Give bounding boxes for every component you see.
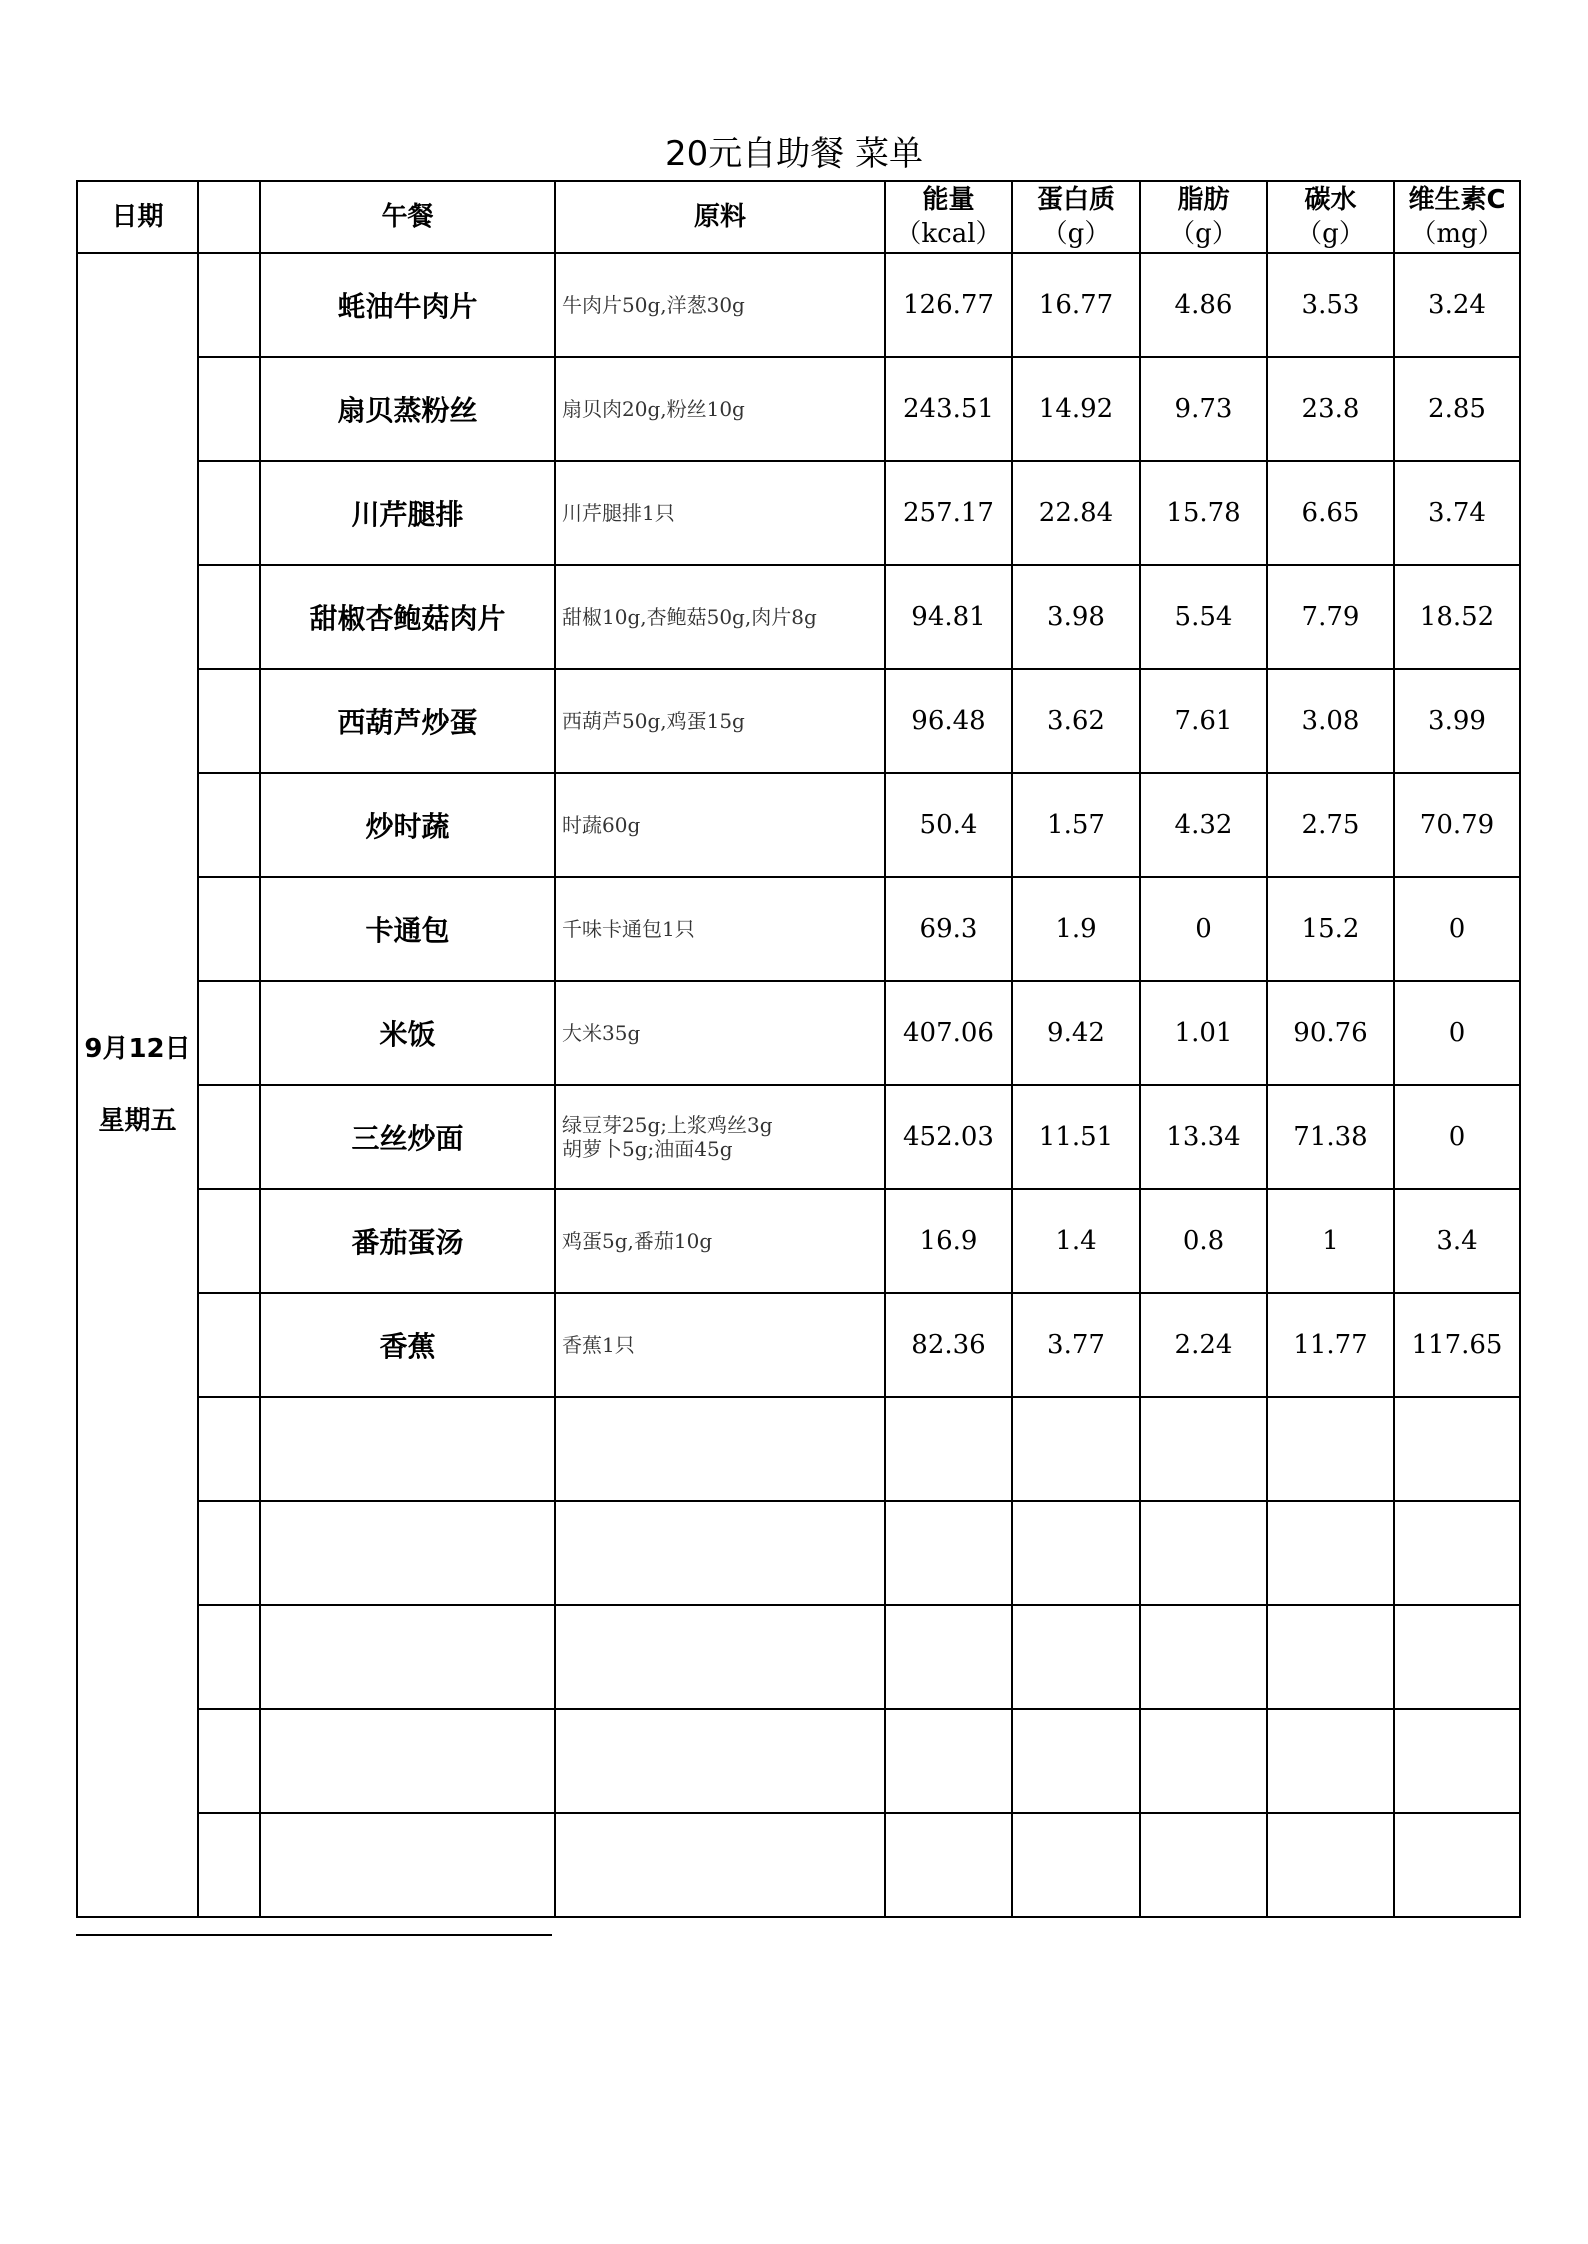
protein-cell: 11.51 [1012,1085,1140,1189]
vitc-cell [1394,1397,1520,1501]
blank-cell [198,357,260,461]
protein-cell: 1.4 [1012,1189,1140,1293]
protein-cell [1012,1709,1140,1813]
dish-cell [260,1397,555,1501]
energy-cell: 82.36 [885,1293,1012,1397]
header-row [77,181,1520,253]
carb-cell: 3.08 [1267,669,1394,773]
fat-cell [1140,1605,1267,1709]
vitc-cell: 3.24 [1394,253,1520,357]
vitc-cell: 70.79 [1394,773,1520,877]
vitc-cell [1394,1709,1520,1813]
ingredients-cell: 川芹腿排1只 [555,461,885,565]
page-title: 20元自助餐 菜单 [664,134,924,174]
date-day: 9月12日 [84,1034,191,1064]
vitc-cell: 0 [1394,1085,1520,1189]
header-vitc-unit: （mg） [1410,219,1504,249]
header-vitc-label: 维生素C [1408,185,1506,215]
energy-cell: 452.03 [885,1085,1012,1189]
protein-cell: 3.62 [1012,669,1140,773]
table-row [77,357,1520,461]
table-row [77,1605,1520,1709]
protein-cell: 3.77 [1012,1293,1140,1397]
energy-cell: 96.48 [885,669,1012,773]
header-protein-label: 蛋白质 [1036,185,1115,215]
energy-cell [885,1397,1012,1501]
carb-cell: 6.65 [1267,461,1394,565]
vitc-cell: 0 [1394,981,1520,1085]
blank-cell [198,1085,260,1189]
header-energy-unit: （kcal） [895,219,1002,249]
ingredients-cell: 牛肉片50g,洋葱30g [555,253,885,357]
energy-cell: 243.51 [885,357,1012,461]
protein-cell: 1.57 [1012,773,1140,877]
fat-cell: 15.78 [1140,461,1267,565]
carb-cell: 23.8 [1267,357,1394,461]
header-carb-label: 碳水 [1304,185,1357,215]
carb-cell [1267,1397,1394,1501]
fat-cell: 7.61 [1140,669,1267,773]
header-fat-label: 脂肪 [1177,185,1230,215]
table-row [77,253,1520,357]
dish-cell: 西葫芦炒蛋 [260,669,555,773]
header-energy [885,181,1012,253]
vitc-cell: 117.65 [1394,1293,1520,1397]
ingredients-cell: 绿豆芽25g;上浆鸡丝3g 胡萝卜5g;油面45g [555,1085,885,1189]
energy-cell [885,1813,1012,1917]
header-fat-unit: （g） [1169,219,1238,249]
dish-cell: 扇贝蒸粉丝 [260,357,555,461]
carb-cell: 7.79 [1267,565,1394,669]
table-row [77,669,1520,773]
dish-cell [260,1605,555,1709]
carb-cell: 1 [1267,1189,1394,1293]
header-carb [1267,181,1394,253]
header-carb-unit: （g） [1296,219,1365,249]
ingredients-cell: 大米35g [555,981,885,1085]
fat-cell [1140,1813,1267,1917]
dish-cell: 三丝炒面 [260,1085,555,1189]
energy-cell: 257.17 [885,461,1012,565]
fat-cell [1140,1501,1267,1605]
protein-cell: 16.77 [1012,253,1140,357]
menu-table [76,180,1521,1918]
table-row [77,1189,1520,1293]
blank-cell [198,981,260,1085]
fat-cell: 1.01 [1140,981,1267,1085]
blank-cell [198,1605,260,1709]
ingredients-cell: 扇贝肉20g,粉丝10g [555,357,885,461]
blank-cell [198,1397,260,1501]
carb-cell: 15.2 [1267,877,1394,981]
energy-cell: 126.77 [885,253,1012,357]
vitc-cell [1394,1813,1520,1917]
carb-cell [1267,1813,1394,1917]
fat-cell: 4.32 [1140,773,1267,877]
protein-cell: 3.98 [1012,565,1140,669]
fat-cell: 0.8 [1140,1189,1267,1293]
energy-cell: 16.9 [885,1189,1012,1293]
carb-cell [1267,1709,1394,1813]
table-row [77,1709,1520,1813]
table-row [77,565,1520,669]
blank-cell [198,1813,260,1917]
carb-cell: 11.77 [1267,1293,1394,1397]
blank-cell [198,877,260,981]
table-row [77,1813,1520,1917]
carb-cell [1267,1501,1394,1605]
protein-cell [1012,1501,1140,1605]
ingredients-cell [555,1605,885,1709]
fat-cell: 5.54 [1140,565,1267,669]
dish-cell: 番茄蛋汤 [260,1189,555,1293]
date-weekday: 星期五 [98,1106,177,1136]
vitc-cell: 0 [1394,877,1520,981]
carb-cell [1267,1605,1394,1709]
dish-cell: 蚝油牛肉片 [260,253,555,357]
table-row [77,773,1520,877]
protein-cell: 14.92 [1012,357,1140,461]
vitc-cell: 3.74 [1394,461,1520,565]
fat-cell: 13.34 [1140,1085,1267,1189]
dish-cell [260,1709,555,1813]
dish-cell: 甜椒杏鲍菇肉片 [260,565,555,669]
ingredients-cell: 千味卡通包1只 [555,877,885,981]
table-row [77,1293,1520,1397]
energy-cell: 69.3 [885,877,1012,981]
blank-cell [198,773,260,877]
vitc-cell: 2.85 [1394,357,1520,461]
header-vitc [1394,181,1520,253]
ingredients-cell [555,1709,885,1813]
header-ingredients: 原料 [555,181,885,253]
protein-cell: 22.84 [1012,461,1140,565]
dish-cell: 炒时蔬 [260,773,555,877]
dish-cell: 卡通包 [260,877,555,981]
protein-cell: 9.42 [1012,981,1140,1085]
fat-cell: 4.86 [1140,253,1267,357]
dish-cell: 川芹腿排 [260,461,555,565]
header-protein [1012,181,1140,253]
blank-cell [198,669,260,773]
ingredients-cell: 香蕉1只 [555,1293,885,1397]
dish-cell [260,1501,555,1605]
protein-cell: 1.9 [1012,877,1140,981]
blank-cell [198,1709,260,1813]
table-row [77,981,1520,1085]
header-blank [198,181,260,253]
carb-cell: 3.53 [1267,253,1394,357]
fat-cell [1140,1709,1267,1813]
energy-cell [885,1605,1012,1709]
ingredients-cell: 甜椒10g,杏鲍菇50g,肉片8g [555,565,885,669]
blank-cell [198,1501,260,1605]
dish-cell [260,1813,555,1917]
ingredients-cell [555,1397,885,1501]
energy-cell: 407.06 [885,981,1012,1085]
dish-cell: 米饭 [260,981,555,1085]
header-date: 日期 [77,181,198,253]
table-row [77,1085,1520,1189]
ingredients-cell: 时蔬60g [555,773,885,877]
bottom-divider [76,1934,552,1936]
ingredients-cell [555,1813,885,1917]
header-energy-label: 能量 [922,185,975,215]
fat-cell: 9.73 [1140,357,1267,461]
blank-cell [198,461,260,565]
vitc-cell [1394,1501,1520,1605]
carb-cell: 90.76 [1267,981,1394,1085]
vitc-cell: 18.52 [1394,565,1520,669]
blank-cell [198,1189,260,1293]
energy-cell: 50.4 [885,773,1012,877]
energy-cell: 94.81 [885,565,1012,669]
ingredients-cell [555,1501,885,1605]
blank-cell [198,1293,260,1397]
header-protein-unit: （g） [1041,219,1111,249]
table-row [77,1501,1520,1605]
fat-cell: 0 [1140,877,1267,981]
vitc-cell: 3.4 [1394,1189,1520,1293]
fat-cell [1140,1397,1267,1501]
protein-cell [1012,1605,1140,1709]
table-row [77,461,1520,565]
blank-cell [198,253,260,357]
table-row [77,877,1520,981]
protein-cell [1012,1397,1140,1501]
table-row [77,1397,1520,1501]
energy-cell [885,1709,1012,1813]
vitc-cell [1394,1605,1520,1709]
ingredients-cell: 西葫芦50g,鸡蛋15g [555,669,885,773]
protein-cell [1012,1813,1140,1917]
carb-cell: 2.75 [1267,773,1394,877]
energy-cell [885,1501,1012,1605]
vitc-cell: 3.99 [1394,669,1520,773]
fat-cell: 2.24 [1140,1293,1267,1397]
header-fat [1140,181,1267,253]
dish-cell: 香蕉 [260,1293,555,1397]
blank-cell [198,565,260,669]
header-lunch: 午餐 [260,181,555,253]
date-cell [77,253,198,1917]
ingredients-cell: 鸡蛋5g,番茄10g [555,1189,885,1293]
carb-cell: 71.38 [1267,1085,1394,1189]
